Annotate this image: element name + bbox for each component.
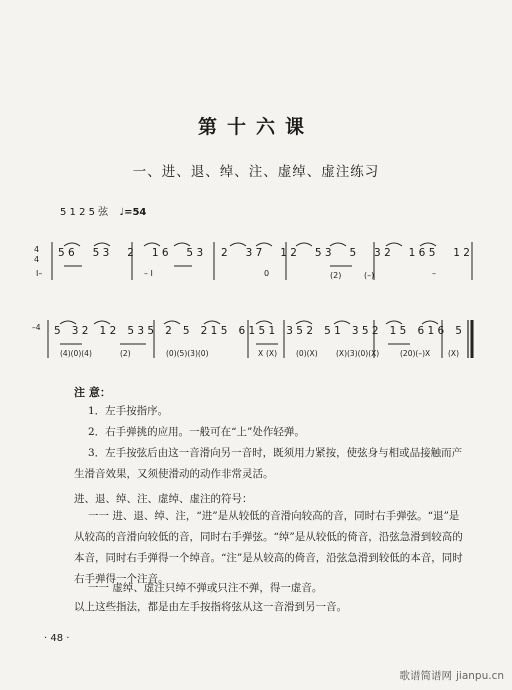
note: 3 2 — [374, 247, 391, 259]
key-signature — [60, 203, 146, 218]
note: 3 5 2 — [351, 325, 379, 337]
note: 5 3 — [314, 247, 332, 259]
svg-text:(0)(5)(3)(0): (0)(5)(3)(0) — [166, 349, 209, 358]
symbols-heading: 进、退、绰、注、虚绰、虚注的符号： — [74, 493, 253, 505]
note: 2 — [165, 325, 172, 337]
svg-text:(4)(0)(4): (4)(0)(4) — [60, 349, 92, 358]
svg-text:(X): (X) — [448, 349, 459, 358]
svg-text:0: 0 — [264, 269, 270, 278]
symbols-para-2: 一一 虚绰、虚注只绰不弹或只注不弹，得一虚音。 — [88, 582, 323, 594]
note: 2 1 5 — [200, 325, 228, 337]
note: 5 3 5 — [127, 325, 155, 337]
note-item-1: 1．左手按指序。 — [88, 405, 169, 417]
watermark-site: 歌谱简谱网 — [399, 670, 452, 682]
symbols-para-1: 一一 进、退、绰、注，“进”是从较低的音滑向较高的音，同时右手弹弦。“退”是从较高的音滑向较低的音，同时右手弹弦。“绰”是从较低的倚音，沿弦急滑到较高的本音，同时右手弹得一个绰音。“注”是从较高的倚音，沿弦急滑到较低的本音，同时右手弹得一个注音。 — [74, 510, 463, 585]
score-line-2 — [34, 314, 474, 362]
note: 5 3 — [186, 247, 204, 259]
score-line-1 — [34, 236, 474, 284]
svg-text:(0)(X): (0)(X) — [296, 349, 318, 358]
svg-text:X: X — [258, 349, 264, 358]
note: 5 — [349, 247, 357, 259]
note: 1 6 5 — [408, 247, 436, 259]
note: 3 2 — [71, 325, 89, 337]
note: 2 — [127, 247, 134, 259]
svg-text:(20)(–)X: (20)(–)X — [400, 349, 431, 358]
string-tuning: 5 1 2 5 弦 — [60, 207, 109, 218]
svg-text:–4: –4 — [32, 323, 41, 332]
svg-text:(2): (2) — [330, 271, 342, 280]
note: 5 — [54, 325, 61, 337]
note: 1 2 — [280, 247, 297, 259]
section-title: 一、进、退、绰、注、虚绰、虚注练习 — [132, 164, 380, 180]
note-item-3: 3．左手按弦后由这一音滑向另一音时，既须用力紧按，使弦身与相或品接触而产生滑音效果，又须使滑动的动作非常灵活。 — [74, 447, 463, 480]
note: 1 2 — [99, 325, 117, 337]
svg-text:– I: – I — [144, 269, 153, 278]
note: 5 — [182, 325, 190, 337]
page-number: · 48 · — [44, 633, 70, 644]
svg-text:I–: I– — [36, 269, 43, 278]
note: 6 1 6 — [417, 325, 445, 337]
note: 5 — [455, 325, 462, 337]
lesson-title: 第十六课 — [197, 116, 314, 138]
symbols-para-3: 以上这些指法，都是由左手按指将弦从这一音滑到另一音。 — [74, 601, 347, 613]
note: 1 2 — [453, 247, 470, 259]
note-item-2: 2．右手弹挑的应用。一般可在“上”处作轻弹。 — [88, 426, 305, 438]
note: 6 1 5 1 — [238, 325, 276, 337]
svg-text:4: 4 — [34, 245, 40, 254]
score-line-1-notes — [58, 247, 470, 259]
note: 5 6 — [58, 247, 75, 259]
svg-text:4: 4 — [34, 255, 40, 264]
score-line-2-notes — [54, 325, 462, 337]
note: 2 — [221, 247, 228, 259]
note: 5 1 — [324, 325, 341, 337]
notes-heading: 注 意： — [74, 386, 111, 399]
note: 1 5 — [389, 325, 407, 337]
score-line-2-graphic — [34, 314, 474, 362]
svg-text:–: – — [432, 269, 436, 278]
note: 1 6 — [151, 247, 169, 259]
note: 5 3 — [92, 247, 110, 259]
tempo-marking: ♩=54 — [119, 207, 147, 218]
watermark — [399, 668, 504, 683]
svg-text:(2): (2) — [120, 349, 131, 358]
svg-text:(–): (–) — [364, 271, 375, 280]
svg-text:(X)(3)(0)(X): (X)(3)(0)(X) — [336, 349, 380, 358]
svg-text:(X): (X) — [266, 349, 277, 358]
note: 3 7 — [245, 247, 263, 259]
watermark-url: jianpu.cn — [455, 670, 504, 682]
note: 3 5 2 — [286, 325, 313, 337]
score-line-1-graphic — [34, 236, 474, 284]
